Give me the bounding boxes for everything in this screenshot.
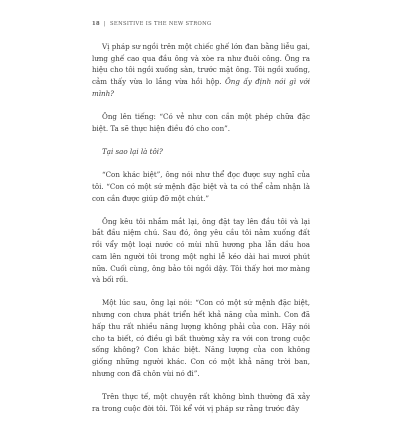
header-separator: | [103, 21, 107, 27]
paragraph [92, 146, 310, 158]
paragraph [92, 111, 310, 134]
paragraph-text: Một lúc sau, ông lại nói: “Con có một sứ mệnh đặc biệt, nhưng con chưa phát triển hết khả năng của mình. Con đã hấp thu rất nhiều năng lượng không phải của con. Hãy nói cho ta biết, có điều gì bất thường xảy ra với con trong cuộc sống không? Con khác biệt. Năng lượng của con không giống những người khác. Con có một khả năng trời ban, nhưng con đã chôn vùi nó đi”. [92, 298, 310, 378]
paragraph [92, 216, 310, 286]
running-header [92, 21, 212, 27]
page-number: 18 [92, 21, 100, 27]
paragraph-italic: Tại sao lại là tôi? [102, 146, 163, 156]
paragraph-text: “Con khác biệt”, ông nói như thể đọc được suy nghĩ của tôi. “Con có một sứ mệnh đặc biệt và ta có thể cảm nhận là con cần được giúp đỡ một chút.” [92, 170, 310, 203]
paragraph [92, 41, 310, 100]
paragraph-text: Trên thực tế, một chuyện rất không bình thường đã xảy ra trong cuộc đời tôi. Tôi kể với vị pháp sư rằng trước đây [92, 391, 310, 413]
paragraph [92, 297, 310, 379]
paragraph-italic: Ông ấy định nói gì với mình? [92, 77, 310, 98]
book-title: SENSITIVE IS THE NEW STRONG [110, 21, 212, 27]
paragraph-text: Ông kêu tôi nhắm mắt lại, ông đặt tay lên đầu tôi và lại bắt đầu niệm chú. Sau đó, ông yêu cầu tôi nằm xuống đất rồi vẩy một loại nước có mùi nhũ hương pha lẫn dầu hoa cam lên người tôi trong một nghi lễ kéo dài hai mươi phút nữa. Cuối cùng, ông bảo tôi ngồi dậy. Tôi thấy hơi mơ màng và bối rối. [92, 216, 310, 285]
paragraph [92, 169, 310, 204]
paragraph-text: Ông lên tiếng: “Có vẻ như con cần một phép chữa đặc biệt. Ta sẽ thực hiện điều đó cho con”. [92, 112, 310, 133]
paragraph [92, 391, 310, 414]
body-text [92, 41, 310, 426]
paragraph-text: Vị pháp sư ngồi trên một chiếc ghế lớn đan bằng liễu gai, lưng ghế cao qua đầu ông và xòe ra như đuôi công. Ông ra hiệu cho tôi ngồi xuống sàn, trước mặt ông. Tôi ngồi xuống, cảm thấy vừa lo lắng vừa hồi hộp. [92, 42, 310, 87]
